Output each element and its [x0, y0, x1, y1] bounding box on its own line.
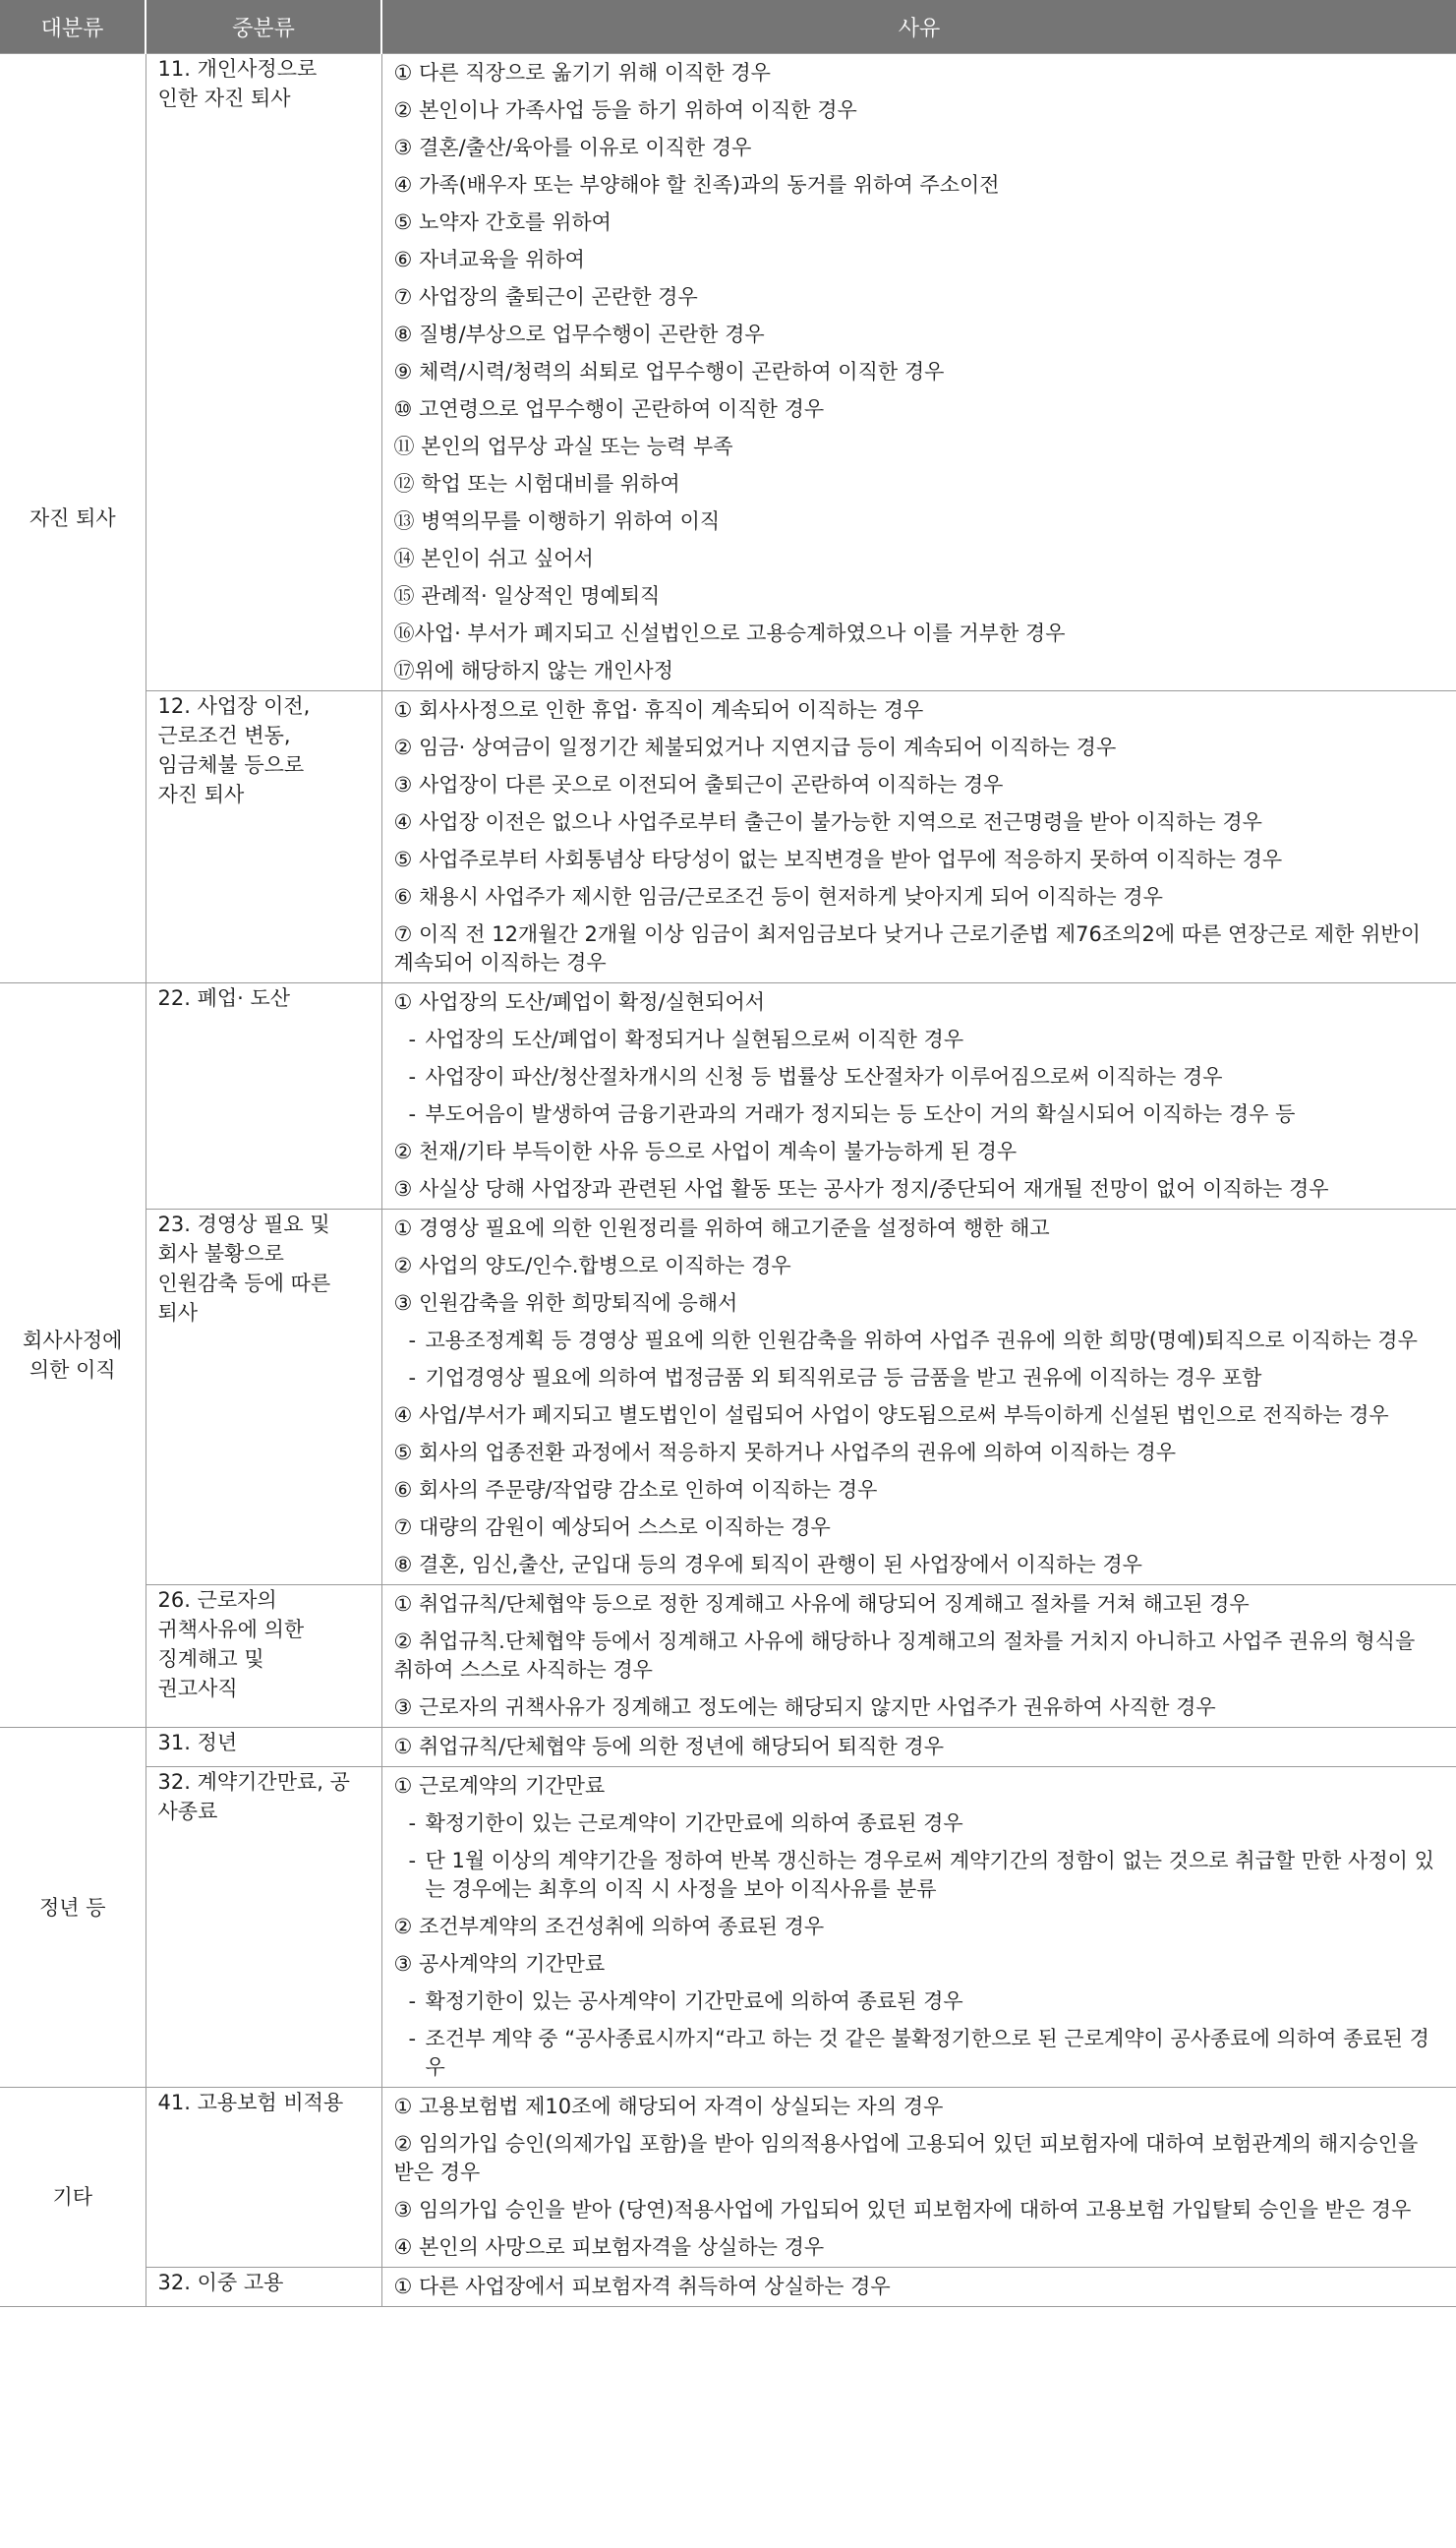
reason-item: ② 천재/기타 부득이한 사유 등으로 사업이 계속이 불가능하게 된 경우: [393, 1140, 1018, 1163]
reason-item: ① 취업규칙/단체협약 등에 의한 정년에 해당되어 퇴직한 경우: [393, 1735, 944, 1758]
reason-sub-item: - 기업경영상 필요에 의하여 법정금품 외 퇴직위로금 등 금품을 받고 권유에 이직하는 경우 포함: [394, 1364, 1441, 1393]
reason-item: ① 다른 직장으로 옮기기 위해 이직한 경우: [393, 61, 771, 85]
middle-category-label: 인원감축 등에 따른: [157, 1272, 331, 1295]
middle-category-label: 징계해고 및: [157, 1647, 264, 1671]
middle-category-label: 자진 퇴사: [157, 783, 245, 806]
reason-item: ③ 임의가입 승인을 받아 (당연)적용사업에 가입되어 있던 피보험자에 대하여 고용보험 가입탈퇴 승인을 받은 경우: [393, 2198, 1412, 2222]
major-category-label: 정년 등: [38, 1895, 106, 1920]
middle-category-cell: [146, 1210, 381, 1585]
middle-category-label: 임금체불 등으로: [157, 753, 305, 777]
middle-category-label: 근로조건 변동,: [157, 724, 291, 747]
reason-item: ② 조건부계약의 조건성취에 의하여 종료된 경우: [393, 1915, 825, 1938]
table-row: [0, 1210, 1456, 1585]
header-major-category: 대분류: [0, 0, 146, 54]
reason-cell: [381, 1210, 1456, 1585]
middle-category-cell: [146, 691, 381, 983]
header-middle-category: 중분류: [146, 0, 381, 54]
reason-item: ① 취업규칙/단체협약 등으로 정한 징계해고 사유에 해당되어 징계해고 절차를 거쳐 해고된 경우: [393, 1592, 1250, 1616]
middle-category-label: 23. 경영상 필요 및: [157, 1213, 330, 1236]
middle-category-label: 회사 불황으로: [157, 1242, 284, 1266]
reason-item: ⑤ 회사의 업종전환 과정에서 적응하지 못하거나 사업주의 권유에 의하여 이직하는 경우: [393, 1441, 1177, 1464]
reason-sub-item: - 사업장이 파산/청산절차개시의 신청 등 법률상 도산절차가 이루어짐으로써 이직하는 경우: [394, 1063, 1441, 1092]
reason-item: ③ 사실상 당해 사업장과 관련된 사업 활동 또는 공사가 정지/중단되어 재개될 전망이 없어 이직하는 경우: [393, 1177, 1329, 1201]
reason-cell: [381, 691, 1456, 983]
reason-item: ① 고용보험법 제10조에 해당되어 자격이 상실되는 자의 경우: [393, 2095, 944, 2118]
reason-item: ⑩ 고연령으로 업무수행이 곤란하여 이직한 경우: [393, 397, 825, 421]
major-category-cell: [0, 54, 146, 983]
major-category-label: 의한 이직: [29, 1358, 116, 1382]
table-row: [0, 1767, 1456, 2088]
reason-item: ⑰위에 해당하지 않는 개인사정: [393, 659, 673, 682]
table-body: [0, 54, 1456, 2307]
reason-list: [382, 1728, 1456, 1766]
reason-cell: [381, 1728, 1456, 1767]
table-row: [0, 54, 1456, 691]
reason-item: ① 회사사정으로 인한 휴업· 휴직이 계속되어 이직하는 경우: [393, 698, 924, 722]
middle-category-label: 11. 개인사정으로: [157, 57, 318, 81]
major-category-label: 자진 퇴사: [29, 506, 116, 530]
reason-list: [382, 54, 1456, 690]
header-reason: 사유: [381, 0, 1456, 54]
reason-item: ① 경영상 필요에 의한 인원정리를 위하여 해고기준을 설정하여 행한 해고: [393, 1216, 1050, 1240]
middle-category-cell: [146, 2088, 381, 2268]
major-category-cell: [0, 983, 146, 1728]
reason-cell: [381, 983, 1456, 1210]
middle-category-label: 26. 근로자의: [157, 1588, 277, 1612]
reason-item: ⑧ 결혼, 임신,출산, 군입대 등의 경우에 퇴직이 관행이 된 사업장에서 이직하는 경우: [393, 1553, 1142, 1576]
reason-item: ⑧ 질병/부상으로 업무수행이 곤란한 경우: [393, 323, 765, 346]
reason-item: ③ 사업장이 다른 곳으로 이전되어 출퇴근이 곤란하여 이직하는 경우: [393, 773, 1004, 797]
reason-item: ⑪ 본인의 업무상 과실 또는 능력 부족: [393, 435, 733, 458]
reason-item: ⑯사업· 부서가 폐지되고 신설법인으로 고용승계하였으나 이를 거부한 경우: [393, 622, 1066, 645]
reason-item: ⑫ 학업 또는 시험대비를 위하여: [393, 472, 680, 496]
reason-item: ③ 인원감축을 위한 희망퇴직에 응해서: [393, 1291, 738, 1315]
reason-sub-item: - 확정기한이 있는 근로계약이 기간만료에 의하여 종료된 경우: [394, 1809, 1441, 1838]
reason-list: [382, 1585, 1456, 1727]
reason-item: ⑭ 본인이 쉬고 싶어서: [393, 547, 594, 570]
reason-item: ① 사업장의 도산/폐업이 확정/실현되어서: [393, 990, 766, 1014]
middle-category-label: 41. 고용보험 비적용: [157, 2091, 344, 2114]
major-category-label: 기타: [52, 2185, 93, 2209]
reason-list: [382, 1767, 1456, 2087]
reason-item: ② 사업의 양도/인수.합병으로 이직하는 경우: [393, 1254, 791, 1277]
table-header-row: [0, 0, 1456, 54]
reason-item: ② 본인이나 가족사업 등을 하기 위하여 이직한 경우: [393, 98, 857, 122]
reason-item: ⑤ 노약자 간호를 위하여: [393, 210, 612, 234]
middle-category-label: 퇴사: [157, 1301, 199, 1325]
reason-item: ① 다른 사업장에서 피보험자격 취득하여 상실하는 경우: [393, 2275, 891, 2298]
reason-cell: [381, 54, 1456, 691]
middle-category-cell: [146, 983, 381, 1210]
reason-item: ⑮ 관례적· 일상적인 명예퇴직: [393, 584, 661, 608]
middle-category-label: 31. 정년: [157, 1731, 238, 1754]
reason-item: ⑦ 대량의 감원이 예상되어 스스로 이직하는 경우: [393, 1515, 831, 1539]
middle-category-cell: [146, 54, 381, 691]
reason-item: ④ 사업/부서가 폐지되고 별도법인이 설립되어 사업이 양도됨으로써 부득이하게 신설된 법인으로 전직하는 경우: [393, 1403, 1389, 1427]
reason-item: ② 임의가입 승인(의제가입 포함)을 받아 임의적용사업에 고용되어 있던 피보험자에 대하여 보험관계의 해지승인을 받은 경우: [393, 2132, 1419, 2184]
middle-category-label: 32. 이중 고용: [157, 2271, 284, 2294]
reason-item: ④ 본인의 사망으로 피보험자격을 상실하는 경우: [393, 2235, 825, 2259]
table-row: [0, 983, 1456, 1210]
reason-item: ① 근로계약의 기간만료: [393, 1774, 606, 1798]
reason-cell: [381, 1585, 1456, 1728]
middle-category-cell: [146, 1585, 381, 1728]
reason-sub-item: - 부도어음이 발생하여 금융기관과의 거래가 정지되는 등 도산이 거의 확실시되어 이직하는 경우 등: [394, 1100, 1441, 1129]
reason-sub-item: - 사업장의 도산/폐업이 확정되거나 실현됨으로써 이직한 경우: [394, 1026, 1441, 1054]
reason-item: ⑥ 회사의 주문량/작업량 감소로 인하여 이직하는 경우: [393, 1478, 878, 1502]
middle-category-label: 12. 사업장 이전,: [157, 694, 311, 718]
major-category-cell: [0, 1728, 146, 2088]
reason-item: ③ 근로자의 귀책사유가 징계해고 정도에는 해당되지 않지만 사업주가 권유하여 사직한 경우: [393, 1695, 1216, 1719]
reason-sub-item: - 단 1월 이상의 계약기간을 정하여 반복 갱신하는 경우로써 계약기간의 정함이 없는 것으로 취급할 만한 사정이 있는 경우에는 최후의 이직 시 사정을 보아 이직사유를 분류: [394, 1847, 1441, 1904]
middle-category-label: 사종료: [157, 1800, 218, 1823]
reason-item: ② 임금· 상여금이 일정기간 체불되었거나 지연지급 등이 계속되어 이직하는 경우: [393, 736, 1117, 759]
reason-item: ④ 가족(배우자 또는 부양해야 할 친족)과의 동거를 위하여 주소이전: [393, 173, 1000, 197]
middle-category-label: 귀책사유에 의한: [157, 1618, 305, 1641]
table-row: [0, 2088, 1456, 2268]
table-row: [0, 2268, 1456, 2307]
major-category-label: 회사사정에: [23, 1329, 123, 1352]
reason-item: ⑤ 사업주로부터 사회통념상 타당성이 없는 보직변경을 받아 업무에 적응하지 못하여 이직하는 경우: [393, 848, 1283, 871]
reason-item: ③ 결혼/출산/육아를 이유로 이직한 경우: [393, 136, 752, 159]
middle-category-cell: [146, 1728, 381, 1767]
reason-item: ⑨ 체력/시력/청력의 쇠퇴로 업무수행이 곤란하여 이직한 경우: [393, 360, 945, 384]
reason-cell: [381, 2088, 1456, 2268]
reason-item: ⑬ 병역의무를 이행하기 위하여 이직: [393, 509, 721, 533]
reason-item: ③ 공사계약의 기간만료: [393, 1952, 606, 1976]
reason-list: [382, 1210, 1456, 1584]
middle-category-label: 권고사직: [157, 1677, 238, 1700]
reason-sub-item: - 조건부 계약 중 “공사종료시까지“라고 하는 것 같은 불확정기한으로 된 근로계약이 공사종료에 의하여 종료된 경우: [394, 2025, 1441, 2082]
middle-category-label: 인한 자진 퇴사: [157, 87, 291, 110]
reason-item: ⑦ 사업장의 출퇴근이 곤란한 경우: [393, 285, 698, 309]
table-row: [0, 691, 1456, 983]
reason-list: [382, 691, 1456, 982]
middle-category-cell: [146, 1767, 381, 2088]
reason-sub-item: - 고용조정계획 등 경영상 필요에 의한 인원감축을 위하여 사업주 권유에 의한 희망(명예)퇴직으로 이직하는 경우: [394, 1327, 1441, 1355]
table-row: [0, 1728, 1456, 1767]
reason-item: ④ 사업장 이전은 없으나 사업주로부터 출근이 불가능한 지역으로 전근명령을 받아 이직하는 경우: [393, 810, 1262, 834]
reason-list: [382, 983, 1456, 1209]
reason-item: ② 취업규칙.단체협약 등에서 징계해고 사유에 해당하나 징계해고의 절차를 거치지 아니하고 사업주 권유의 형식을 취하여 스스로 사직하는 경우: [393, 1630, 1416, 1682]
table-row: [0, 1585, 1456, 1728]
reason-cell: [381, 1767, 1456, 2088]
middle-category-label: 22. 폐업· 도산: [157, 986, 291, 1010]
major-category-cell: [0, 2088, 146, 2307]
reason-list: [382, 2088, 1456, 2267]
middle-category-cell: [146, 2268, 381, 2307]
reason-item: ⑥ 채용시 사업주가 제시한 임금/근로조건 등이 현저하게 낮아지게 되어 이직하는 경우: [393, 885, 1163, 909]
reason-cell: [381, 2268, 1456, 2307]
reason-list: [382, 2268, 1456, 2306]
reason-item: ⑥ 자녀교육을 위하여: [393, 248, 585, 271]
middle-category-label: 32. 계약기간만료, 공: [157, 1770, 350, 1794]
reason-sub-item: - 확정기한이 있는 공사계약이 기간만료에 의하여 종료된 경우: [394, 1987, 1441, 2016]
reason-item: ⑦ 이직 전 12개월간 2개월 이상 임금이 최저임금보다 낮거나 근로기준법 제76조의2에 따른 연장근로 제한 위반이 계속되어 이직하는 경우: [393, 922, 1421, 975]
